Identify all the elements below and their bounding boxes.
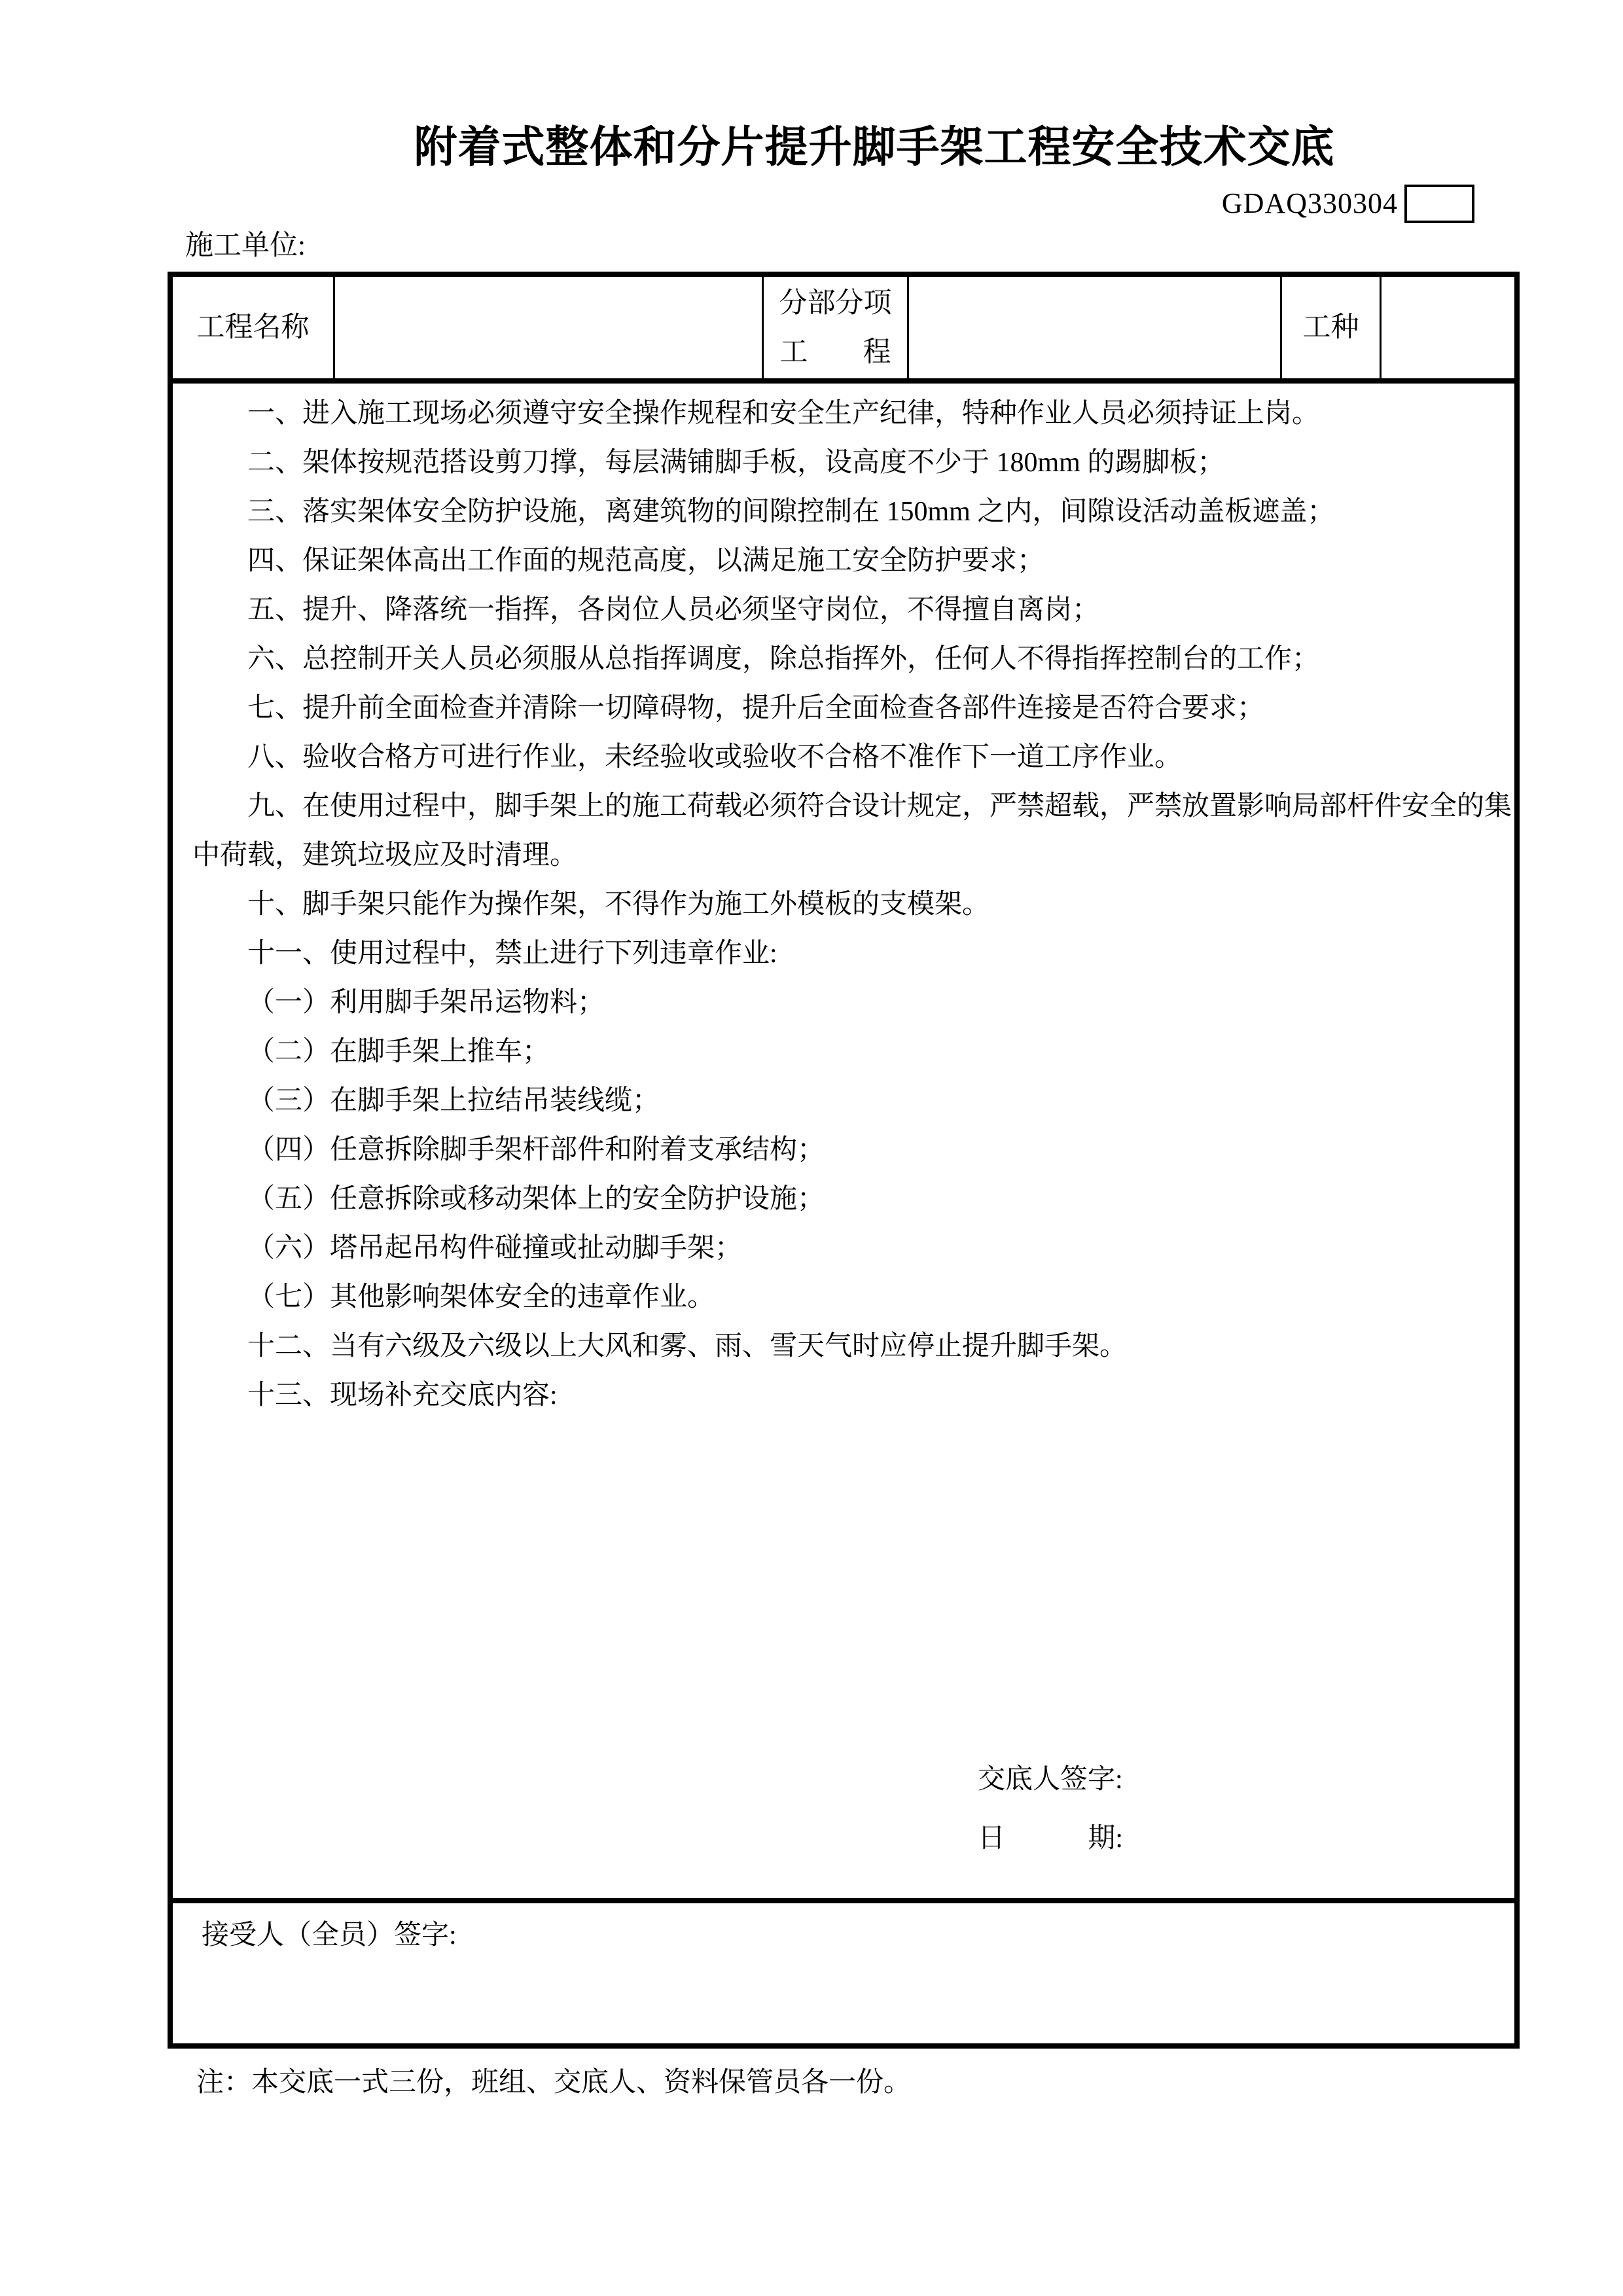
subproject-field[interactable] <box>909 277 1282 378</box>
safety-item: （六）塔吊起吊构件碰撞或扯动脚手架； <box>247 1233 743 1263</box>
work-type-label: 工种 <box>1282 277 1382 378</box>
safety-item: 七、提升前全面检查并清除一切障碍物，提升后全面检查各部件连接是否符合要求； <box>247 693 1265 723</box>
safety-item: 十一、使用过程中，禁止进行下列违章作业: <box>247 939 777 969</box>
safety-item: 四、保证架体高出工作面的规范高度，以满足施工安全防护要求； <box>247 546 1045 576</box>
safety-item: 十三、现场补充交底内容: <box>247 1380 558 1410</box>
safety-item: 十、脚手架只能作为操作架，不得作为施工外模板的支模架。 <box>247 889 990 920</box>
safety-item: 八、验收合格方可进行作业，未经验收或验收不合格不准作下一道工序作业。 <box>247 742 1183 772</box>
table-header-row <box>173 277 1514 384</box>
safety-item: （三）在脚手架上拉结吊装线缆； <box>247 1086 660 1116</box>
safety-item: 五、提升、降落统一指挥，各岗位人员必须坚守岗位，不得擅自离岗； <box>247 595 1100 625</box>
safety-item: 一、进入施工现场必须遵守安全操作规程和安全生产纪律，特种作业人员必须持证上岗。 <box>247 399 1320 429</box>
doc-code-row <box>1222 181 1474 226</box>
project-name-field[interactable] <box>335 277 764 378</box>
safety-item: 九、在使用过程中，脚手架上的施工荷载必须符合设计规定，严禁超载，严禁放置影响局部杆件安全的集中荷载，建筑垃圾应及时清理。 <box>192 791 1512 870</box>
safety-item: （七）其他影响架体安全的违章作业。 <box>247 1282 715 1312</box>
safety-item: 三、落实架体安全防护设施，离建筑物的间隙控制在 150mm 之内，间隙设活动盖板遮盖； <box>247 497 1335 527</box>
safety-items <box>192 389 1521 1420</box>
discloser-signature-label: 交底人签字: <box>978 1765 1123 1795</box>
safety-item: 六、总控制开关人员必须服从总指挥调度，除总指挥外，任何人不得指挥控制台的工作； <box>247 644 1320 674</box>
discloser-signature-block <box>978 1755 1123 1863</box>
page-title: 附着式整体和分片提升脚手架工程安全技术交底 <box>414 122 1335 171</box>
project-name-label: 工程名称 <box>173 277 335 378</box>
doc-code-box[interactable] <box>1404 185 1474 223</box>
safety-item: （二）在脚手架上推车； <box>247 1037 550 1067</box>
disclosure-content-cell <box>173 384 1514 1903</box>
subproject-label: 分部分项 工 程 <box>764 277 909 378</box>
construction-unit-label: 施工单位: <box>185 230 306 261</box>
receiver-signature-row[interactable] <box>173 1903 1514 2043</box>
safety-item: （五）任意拆除或移动架体上的安全防护设施； <box>247 1184 825 1214</box>
footnote: 注：本交底一式三份，班组、交底人、资料保管员各一份。 <box>196 2068 912 2098</box>
work-type-field[interactable] <box>1382 277 1514 378</box>
doc-code: GDAQ330304 <box>1221 187 1398 219</box>
safety-item: 二、架体按规范搭设剪刀撑，每层满铺脚手板，设高度不少于 180mm 的踢脚板； <box>247 448 1225 478</box>
safety-item: 十二、当有六级及六级以上大风和雾、雨、雪天气时应停止提升脚手架。 <box>247 1331 1128 1361</box>
safety-item: （四）任意拆除脚手架杆部件和附着支承结构； <box>247 1135 825 1165</box>
info-table <box>168 272 1520 2049</box>
safety-item: （一）利用脚手架吊运物料； <box>247 988 605 1018</box>
date-label: 日 期: <box>978 1823 1123 1854</box>
receiver-signature-label: 接受人（全员）签字: <box>202 1920 457 1950</box>
